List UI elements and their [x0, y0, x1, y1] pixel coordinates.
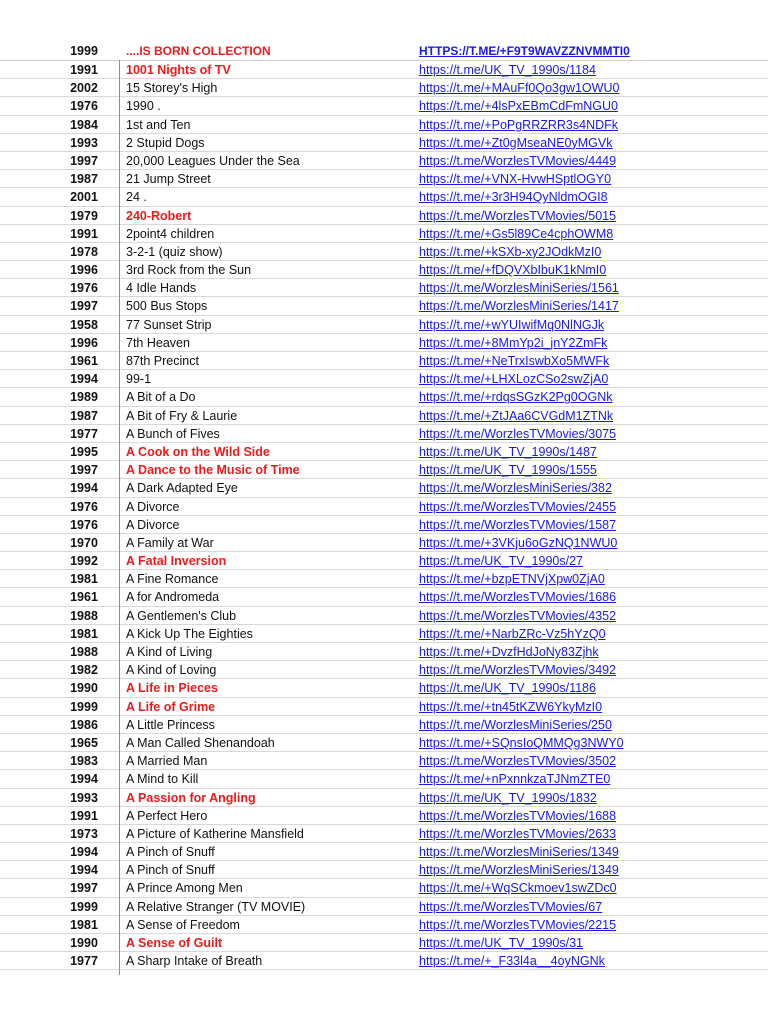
table-row	[0, 370, 768, 388]
year-cell: 1970	[70, 535, 98, 550]
title-cell: 1st and Ten	[126, 117, 191, 132]
link-cell[interactable]: https://t.me/WorzlesTVMovies/2455	[419, 499, 617, 514]
title-cell: A Prince Among Men	[126, 881, 243, 896]
year-cell: 1996	[70, 263, 98, 278]
year-cell: 1994	[70, 372, 98, 387]
title-cell: A Kind of Living	[126, 645, 213, 659]
title-cell: 3rd Rock from the Sun	[126, 263, 252, 278]
table-row	[0, 861, 768, 879]
year-cell: 1994	[70, 772, 98, 787]
title-cell: A Gentlemen's Club	[126, 608, 237, 623]
link-cell[interactable]: https://t.me/+wYUIwifMq0NlNGJk	[419, 317, 605, 332]
year-cell: 1990	[70, 936, 98, 950]
year-cell: 1976	[70, 99, 98, 114]
link-cell[interactable]: https://t.me/WorzlesTVMovies/1688	[419, 808, 617, 823]
year-cell: 1981	[70, 917, 98, 932]
link-cell[interactable]: https://t.me/+VNX-HvwHSptlOGY0	[419, 172, 612, 187]
table-row	[0, 352, 768, 370]
year-cell: 1981	[70, 626, 98, 641]
link-cell[interactable]: https://t.me/WorzlesTVMovies/67	[419, 899, 603, 914]
year-cell: 1973	[70, 826, 98, 841]
link-cell[interactable]: https://t.me/WorzlesTVMovies/4352	[419, 608, 617, 623]
title-cell: 7th Heaven	[126, 335, 190, 350]
link-cell[interactable]: https://t.me/+3r3H94QyNldmOGI8	[419, 190, 608, 205]
table-row	[0, 207, 768, 225]
year-cell: 1999	[70, 899, 98, 914]
link-cell[interactable]: https://t.me/+tn45tKZW6YkyMzI0	[419, 699, 603, 714]
title-cell: A Cook on the Wild Side	[126, 444, 270, 459]
link-cell[interactable]: https://t.me/WorzlesTVMovies/1587	[419, 517, 617, 532]
link-cell[interactable]: https://t.me/WorzlesMiniSeries/1561	[419, 281, 619, 296]
link-cell[interactable]: https://t.me/+3VKju6oGzNQ1NWU0	[419, 535, 618, 550]
title-cell: A Life of Grime	[126, 699, 216, 714]
header-link[interactable]: HTTPS://T.ME/+F9T9WAVZZNVMMTI0	[419, 44, 630, 58]
link-cell[interactable]: https://t.me/+8MmYp2i_jnY2ZmFk	[419, 335, 608, 350]
link-cell[interactable]: https://t.me/WorzlesTVMovies/1686	[419, 590, 617, 605]
link-cell[interactable]: https://t.me/+PoPgRRZRR3s4NDFk	[419, 117, 619, 132]
table-row	[0, 843, 768, 861]
link-cell[interactable]: https://t.me/WorzlesTVMovies/3492	[419, 663, 617, 678]
title-cell: A Relative Stranger (TV MOVIE)	[126, 899, 306, 914]
table-row	[0, 334, 768, 352]
table-row	[0, 789, 768, 807]
title-cell: A Bit of Fry & Laurie	[126, 408, 238, 423]
table-body	[0, 61, 768, 970]
table-row	[0, 916, 768, 934]
year-cell: 1995	[70, 444, 98, 459]
year-cell: 1991	[70, 808, 98, 823]
header-year: 1999	[70, 44, 98, 58]
link-cell[interactable]: https://t.me/WorzlesMiniSeries/250	[419, 717, 612, 732]
link-cell[interactable]: https://t.me/+bzpETNVjXpw0ZjA0	[419, 572, 605, 587]
year-cell: 1994	[70, 845, 98, 860]
title-cell: 24 .	[126, 190, 147, 205]
link-cell[interactable]: https://t.me/UK_TV_1990s/1555	[419, 463, 597, 478]
table-row	[0, 570, 768, 588]
year-cell: 1988	[70, 645, 98, 659]
table-row	[0, 825, 768, 843]
title-cell: A Little Princess	[126, 717, 215, 732]
year-cell: 1958	[70, 317, 98, 332]
year-cell: 1996	[70, 335, 98, 350]
header-row	[0, 42, 768, 61]
title-cell: A Pinch of Snuff	[126, 863, 215, 878]
year-cell: 1965	[70, 735, 98, 750]
title-cell: A Mind to Kill	[126, 772, 199, 787]
year-cell: 1997	[70, 299, 98, 314]
title-cell: A Dark Adapted Eye	[126, 481, 238, 496]
table-row	[0, 297, 768, 315]
title-cell: A Perfect Hero	[126, 808, 208, 823]
table-row	[0, 279, 768, 297]
table-row	[0, 79, 768, 97]
title-cell: A for Andromeda	[126, 590, 220, 605]
link-cell[interactable]: https://t.me/WorzlesTVMovies/2633	[419, 826, 617, 841]
year-cell: 1982	[70, 663, 98, 678]
table-row	[0, 498, 768, 516]
link-cell[interactable]: https://t.me/+_F33l4a__4oyNGNk	[419, 954, 605, 969]
link-cell[interactable]: https://t.me/+ZtJAa6CVGdM1ZTNk	[419, 408, 614, 423]
link-cell[interactable]: https://t.me/WorzlesTVMovies/3075	[419, 426, 617, 441]
link-cell[interactable]: https://t.me/+fDQVXbIbuK1kNmI0	[419, 263, 607, 278]
table-row	[0, 225, 768, 243]
table-row	[0, 152, 768, 170]
title-cell: 15 Storey's High	[126, 81, 218, 96]
link-cell[interactable]: https://t.me/+nPxnnkzaTJNmZTE0	[419, 772, 611, 787]
year-cell: 1999	[70, 699, 98, 714]
year-cell: 1976	[70, 517, 98, 532]
link-cell[interactable]: https://t.me/+Zt0gMseaNE0yMGVk	[419, 135, 613, 150]
link-cell[interactable]: https://t.me/+NarbZRc-Vz5hYzQ0	[419, 626, 606, 641]
link-cell[interactable]: https://t.me/UK_TV_1990s/1832	[419, 790, 597, 805]
year-cell: 1992	[70, 554, 98, 569]
link-cell[interactable]: https://t.me/+kSXb-xy2JOdkMzI0	[419, 244, 602, 259]
title-cell: 99-1	[126, 372, 152, 387]
table-row	[0, 134, 768, 152]
title-cell: A Divorce	[126, 499, 180, 514]
table-row	[0, 643, 768, 661]
title-cell: A Sharp Intake of Breath	[126, 954, 263, 969]
link-cell[interactable]: https://t.me/+NeTrxIswbXo5MWFk	[419, 354, 610, 368]
link-cell[interactable]: https://t.me/+MAuFf0Qo3gw1OWU0	[419, 81, 620, 96]
title-cell: A Kick Up The Eighties	[126, 626, 253, 641]
title-cell: 3-2-1 (quiz show)	[126, 244, 223, 259]
link-cell[interactable]: https://t.me/UK_TV_1990s/31	[419, 936, 583, 950]
link-cell[interactable]: https://t.me/UK_TV_1990s/27	[419, 554, 583, 569]
link-cell[interactable]: https://t.me/UK_TV_1990s/1186	[419, 681, 596, 696]
link-cell[interactable]: https://t.me/WorzlesMiniSeries/1349	[419, 845, 619, 860]
table-row	[0, 698, 768, 716]
table-row	[0, 243, 768, 261]
year-cell: 1987	[70, 172, 98, 187]
year-cell: 1977	[70, 954, 98, 969]
title-cell: A Married Man	[126, 754, 208, 769]
link-cell[interactable]: https://t.me/UK_TV_1990s/1184	[419, 63, 596, 77]
table-row	[0, 934, 768, 952]
year-cell: 1981	[70, 572, 98, 587]
table-row	[0, 516, 768, 534]
header-title: ....IS BORN COLLECTION	[126, 44, 271, 58]
table-row	[0, 97, 768, 115]
year-cell: 1977	[70, 426, 98, 441]
link-cell[interactable]: https://t.me/WorzlesMiniSeries/1349	[419, 863, 619, 878]
link-cell[interactable]: https://t.me/+LHXLozCSo2swZjA0	[419, 372, 609, 387]
year-cell: 1984	[70, 117, 98, 132]
title-cell: 1001 Nights of TV	[126, 63, 231, 77]
link-cell[interactable]: https://t.me/WorzlesMiniSeries/1417	[419, 299, 619, 314]
link-cell[interactable]: https://t.me/+DvzfHdJoNy83Zjhk	[419, 645, 599, 659]
title-cell: 77 Sunset Strip	[126, 317, 212, 332]
link-cell[interactable]: https://t.me/WorzlesMiniSeries/382	[419, 481, 612, 496]
title-cell: 2 Stupid Dogs	[126, 135, 205, 150]
table-row	[0, 752, 768, 770]
year-cell: 1961	[70, 590, 98, 605]
title-cell: A Picture of Katherine Mansfield	[126, 826, 304, 841]
title-cell: 240-Robert	[126, 208, 192, 223]
title-cell: 2point4 children	[126, 226, 215, 241]
title-cell: A Sense of Guilt	[126, 936, 223, 950]
table-row	[0, 316, 768, 334]
year-cell: 1988	[70, 608, 98, 623]
title-cell: A Family at War	[126, 535, 214, 550]
year-cell: 1989	[70, 390, 98, 405]
link-cell[interactable]: https://t.me/+WqSCkmoev1swZDc0	[419, 881, 617, 896]
title-cell: 500 Bus Stops	[126, 299, 208, 314]
year-cell: 1991	[70, 63, 98, 77]
year-cell: 1997	[70, 463, 98, 478]
title-cell: A Pinch of Snuff	[126, 845, 215, 860]
year-cell: 1979	[70, 208, 98, 223]
year-cell: 1997	[70, 153, 98, 168]
link-cell[interactable]: https://t.me/+4lsPxEBmCdFmNGU0	[419, 99, 619, 114]
year-cell: 1978	[70, 244, 98, 259]
title-cell: A Divorce	[126, 517, 180, 532]
year-cell: 1983	[70, 754, 98, 769]
year-cell: 2002	[70, 81, 98, 96]
year-cell: 1990	[70, 681, 98, 696]
title-cell: 20,000 Leagues Under the Sea	[126, 153, 300, 168]
title-cell: A Kind of Loving	[126, 663, 217, 678]
table-row	[0, 61, 768, 79]
link-cell[interactable]: https://t.me/+Gs5l89Ce4cphOWM8	[419, 226, 614, 241]
table-row	[0, 188, 768, 206]
year-cell: 1993	[70, 790, 98, 805]
table-row	[0, 461, 768, 479]
link-cell[interactable]: https://t.me/UK_TV_1990s/1487	[419, 444, 597, 459]
title-cell: A Life in Pieces	[126, 681, 218, 696]
table-row	[0, 534, 768, 552]
table-row	[0, 952, 768, 970]
link-cell[interactable]: https://t.me/WorzlesTVMovies/4449	[419, 153, 617, 168]
title-cell: A Bit of a Do	[126, 390, 196, 405]
column-divider	[119, 60, 120, 975]
table-row	[0, 607, 768, 625]
table-row	[0, 807, 768, 825]
table-row	[0, 716, 768, 734]
table-row	[0, 879, 768, 897]
link-cell[interactable]: https://t.me/WorzlesTVMovies/2215	[419, 917, 617, 932]
table-row	[0, 116, 768, 134]
table-row	[0, 552, 768, 570]
link-cell[interactable]: https://t.me/WorzlesTVMovies/5015	[419, 208, 617, 223]
table-row	[0, 734, 768, 752]
title-cell: 4 Idle Hands	[126, 281, 197, 296]
table-row	[0, 425, 768, 443]
title-cell: A Bunch of Fives	[126, 426, 220, 441]
collection-table	[0, 42, 768, 970]
year-cell: 1961	[70, 354, 98, 368]
link-cell[interactable]: https://t.me/WorzlesTVMovies/3502	[419, 754, 617, 769]
table-row	[0, 170, 768, 188]
year-cell: 1976	[70, 499, 98, 514]
table-row	[0, 588, 768, 606]
table-row	[0, 388, 768, 406]
table-row	[0, 770, 768, 788]
year-cell: 1994	[70, 481, 98, 496]
year-cell: 1986	[70, 717, 98, 732]
year-cell: 1994	[70, 863, 98, 878]
year-cell: 2001	[70, 190, 98, 205]
table-row	[0, 679, 768, 697]
link-cell[interactable]: https://t.me/+rdqsSGzK2Pg0OGNk	[419, 390, 613, 405]
table-row	[0, 407, 768, 425]
table-row	[0, 479, 768, 497]
title-cell: 21 Jump Street	[126, 172, 211, 187]
table-row	[0, 443, 768, 461]
year-cell: 1993	[70, 135, 98, 150]
title-cell: A Fine Romance	[126, 572, 219, 587]
title-cell: A Fatal Inversion	[126, 554, 227, 569]
year-cell: 1987	[70, 408, 98, 423]
title-cell: 1990 .	[126, 99, 161, 114]
title-cell: A Dance to the Music of Time	[126, 463, 300, 478]
table-row	[0, 661, 768, 679]
year-cell: 1997	[70, 881, 98, 896]
title-cell: 87th Precinct	[126, 354, 199, 368]
table-row	[0, 898, 768, 916]
title-cell: A Man Called Shenandoah	[126, 735, 275, 750]
table-row	[0, 625, 768, 643]
title-cell: A Sense of Freedom	[126, 917, 240, 932]
title-cell: A Passion for Angling	[126, 790, 256, 805]
year-cell: 1991	[70, 226, 98, 241]
link-cell[interactable]: https://t.me/+SQnsIoQMMQg3NWY0	[419, 735, 624, 750]
year-cell: 1976	[70, 281, 98, 296]
table-row	[0, 261, 768, 279]
